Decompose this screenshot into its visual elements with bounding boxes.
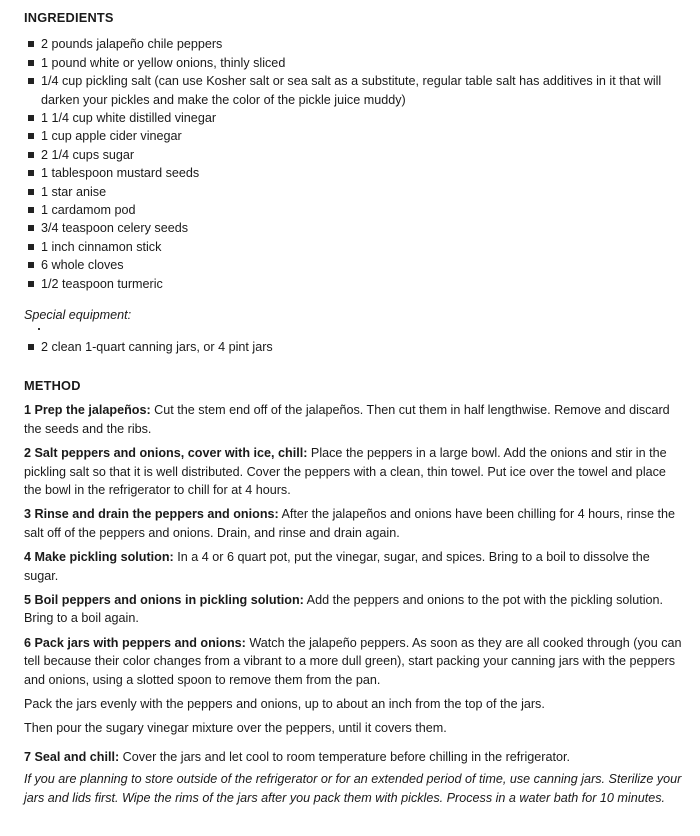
- ingredients-list: [24, 35, 684, 293]
- method-step-2: [24, 444, 684, 499]
- method-step-7: [24, 748, 684, 766]
- equipment-list: [24, 338, 684, 356]
- list-item: 1 cardamom pod: [24, 201, 684, 219]
- list-item: 1 tablespoon mustard seeds: [24, 164, 684, 182]
- step-text: Place the peppers in a large bowl. Add the onions and stir in the pickling salt so that it is well distributed. Cover the peppers with a clean, thin towel. Put ice over the towel and place the bowl in the refrigerator to chill for at 4 hours.: [24, 446, 667, 497]
- list-item: 1/4 cup pickling salt (can use Kosher salt or sea salt as a substitute, regular table salt has additives in it that will darken your pickles and make the color of the pickle juice muddy): [24, 72, 684, 109]
- step-title: 1 Prep the jalapeños:: [24, 403, 151, 418]
- list-item: 1 cup apple cider vinegar: [24, 127, 684, 145]
- stray-mark: [24, 325, 684, 335]
- method-step-1: [24, 401, 684, 438]
- method-step-4: [24, 548, 684, 585]
- method-step-6: [24, 634, 684, 689]
- step-6-paragraph-3: Then pour the sugary vinegar mixture over the peppers, until it covers them.: [24, 721, 447, 736]
- list-item: 1 pound white or yellow onions, thinly sliced: [24, 54, 684, 72]
- list-item: 2 clean 1-quart canning jars, or 4 pint jars: [24, 338, 684, 356]
- canning-note: If you are planning to store outside of the refrigerator or for an extended period of time, use canning jars. Sterilize your jars and lids first. Wipe the rims of the jars after you pack them with pickles. Process in a water bath for 10 minutes.: [24, 772, 682, 805]
- method-heading: METHOD: [24, 377, 81, 393]
- step-title: 5 Boil peppers and onions in pickling solution:: [24, 592, 304, 607]
- list-item: 2 pounds jalapeño chile peppers: [24, 35, 684, 53]
- step-title: 6 Pack jars with peppers and onions:: [24, 635, 246, 650]
- step-text: Watch the jalapeño peppers. As soon as they are all cooked through (you can tell because their color changes from a vibrant to a more dull green), start packing your canning jars with the peppers and onions, using a slotted spoon to remove them from the pan.: [24, 635, 682, 687]
- list-item: 1 star anise: [24, 183, 684, 201]
- step-text: After the jalapeños and onions have been chilling for 4 hours, rinse the salt off of the peppers and onions. Drain, and rinse and drain again.: [24, 507, 675, 540]
- step-6-paragraph-2: Pack the jars evenly with the peppers and onions, up to about an inch from the top of the jars.: [24, 697, 545, 711]
- step-text: Cut the stem end off of the jalapeños. Then cut them in half lengthwise. Remove and discard the seeds and the ribs.: [24, 403, 670, 436]
- special-equipment-label: Special equipment:: [24, 308, 132, 323]
- list-item: 1 inch cinnamon stick: [24, 238, 684, 256]
- step-title: 7 Seal and chill:: [24, 749, 120, 764]
- list-item: 1 1/4 cup white distilled vinegar: [24, 109, 684, 127]
- list-item: 3/4 teaspoon celery seeds: [24, 219, 684, 237]
- list-item: 1/2 teaspoon turmeric: [24, 275, 684, 293]
- step-text: In a 4 or 6 quart pot, put the vinegar, sugar, and spices. Bring to a boil to dissolve the sugar.: [24, 550, 650, 583]
- method-step-3: [24, 505, 684, 542]
- step-title: 3 Rinse and drain the peppers and onions:: [24, 507, 279, 522]
- step-text: Cover the jars and let cool to room temperature before chilling in the refrigerator.: [119, 749, 570, 764]
- ingredients-heading: INGREDIENTS: [24, 10, 114, 25]
- step-text: Add the peppers and onions to the pot with the pickling solution. Bring to a boil again.: [24, 592, 664, 626]
- list-item: 6 whole cloves: [24, 256, 684, 274]
- method-step-5: [24, 591, 684, 628]
- step-title: 4 Make pickling solution:: [24, 550, 174, 565]
- step-title: 2 Salt peppers and onions, cover with ice, chill:: [24, 446, 308, 461]
- list-item: 2 1/4 cups sugar: [24, 146, 684, 164]
